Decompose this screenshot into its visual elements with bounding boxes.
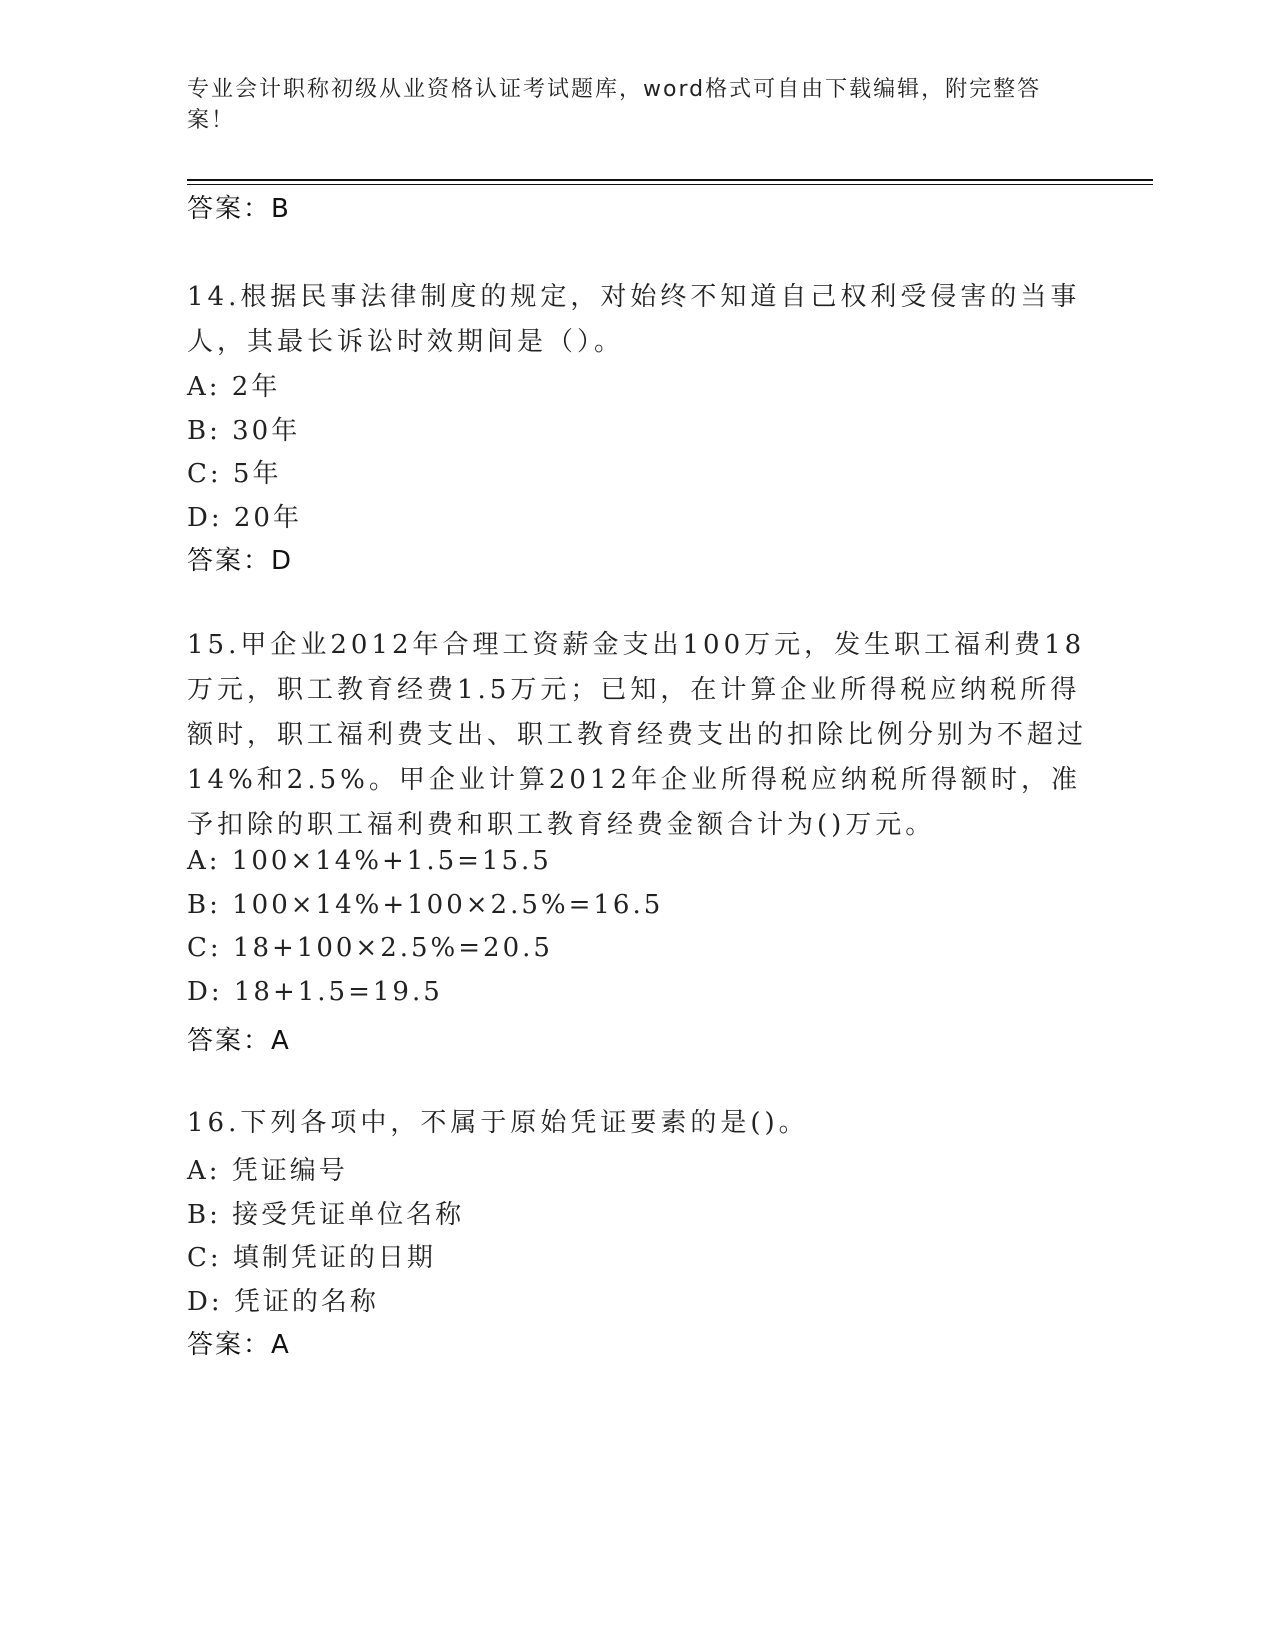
question-15-answer: 答案：A <box>187 1026 291 1056</box>
question-16-stem: 16.下列各项中，不属于原始凭证要素的是()。 <box>187 1108 809 1138</box>
question-16-option-d: D: 凭证的名称 <box>187 1287 379 1317</box>
question-15-stem: 15.甲企业2012年合理工资薪金支出100万元，发生职工福利费18万元，职工教育经费1.5万元；已知，在计算企业所得税应纳税所得额时，职工福利费支出、职工教育经费支出的扣除比例分别为不超过14%和2.5%。甲企业计算2012年企业所得税应纳税所得额时，准予扣除的职工福利费和职工教育经费金额合计为()万元。 <box>187 630 1088 840</box>
question-16-option-b: B: 接受凭证单位名称 <box>187 1200 465 1230</box>
page-header: 专业会计职称初级从业资格认证考试题库，word格式可自由下载编辑，附完整答案！ <box>187 77 1042 133</box>
question-14-option-c: C: 5年 <box>187 459 282 489</box>
question-16-answer: 答案：A <box>187 1330 291 1360</box>
previous-answer: 答案：B <box>187 194 291 224</box>
question-14-option-a: A: 2年 <box>187 372 281 402</box>
question-14-stem: 14.根据民事法律制度的规定，对始终不知道自己权利受侵害的当事人，其最长诉讼时效期间是（）。 <box>187 282 1081 357</box>
question-14-answer: 答案：D <box>187 546 294 576</box>
question-16-option-c: C: 填制凭证的日期 <box>187 1243 436 1273</box>
question-14-option-d: D: 20年 <box>187 503 302 533</box>
question-15-option-b: B: 100×14%+100×2.5%=16.5 <box>187 890 664 920</box>
question-15-option-a: A: 100×14%+1.5=15.5 <box>187 846 552 876</box>
question-15-option-c: C: 18+100×2.5%=20.5 <box>187 933 553 963</box>
header-rule-thin <box>187 184 1153 185</box>
question-15-option-d: D: 18+1.5=19.5 <box>187 977 443 1007</box>
question-16-option-a: A: 凭证编号 <box>187 1156 348 1186</box>
header-rule-thick <box>187 179 1153 181</box>
question-14-option-b: B: 30年 <box>187 416 301 446</box>
